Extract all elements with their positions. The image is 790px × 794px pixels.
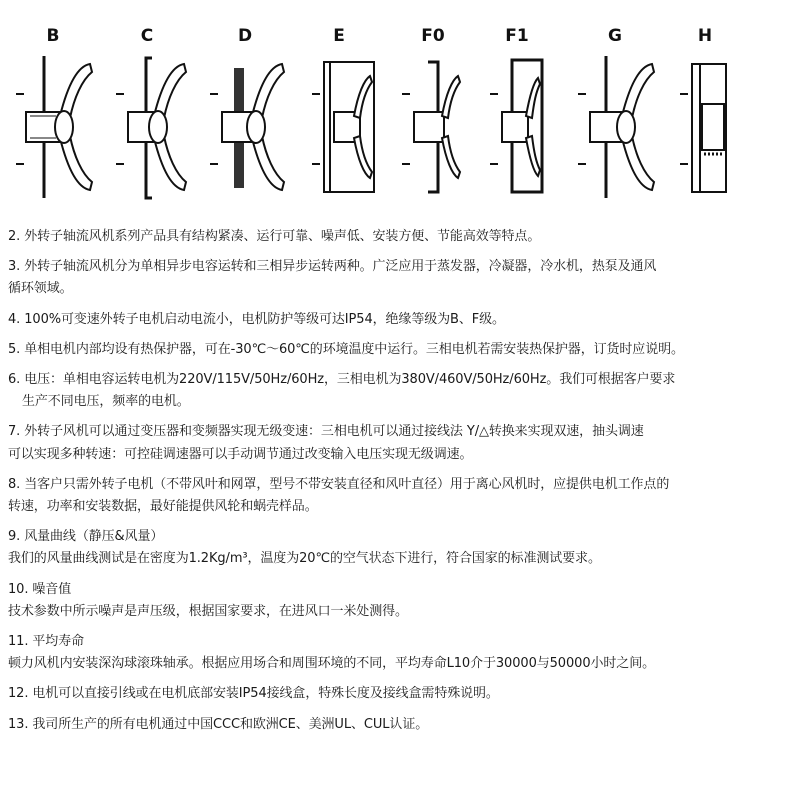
note-2: 2. 外转子轴流风机系列产品具有结构紧凑、运行可靠、噪声低、安装方便、节能高效等特点。 [8,229,541,244]
variant-e [294,18,384,203]
fan-variant-diagrams [0,0,790,210]
note-13: 13. 我司所生产的所有电机通过中国CCC和欧洲CE、美洲UL、CUL认证。 [8,716,429,732]
note-8: 8. 当客户只需外转子电机（不带风叶和网罩，型号不带安装直径和风叶直径）用于离心风机时，应提供电机工作点的 转速，功率和安装数据，最好能提供风轮和蜗壳样品。 [8,476,670,515]
fan-f1-icon [472,54,562,204]
variant-g [570,18,660,203]
note-5: 5. 单相电机内部均设有热保护器，可在-30℃～60℃的环境温度中运行。三相电机若需安装热保护器，订货时应说明。 [8,341,684,357]
fan-b-icon [8,54,98,204]
fan-g-icon [570,54,660,204]
note-11: 11. 平均寿命 顿力风机内安装深沟球滚珠轴承。根据应用场合和周围环境的不同，平均寿命L10介于30000与50000小时之间。 [8,634,655,672]
variant-label: B [46,26,60,46]
variant-label: C [140,26,154,46]
variant-d [200,18,290,203]
fan-f0-icon [388,54,478,204]
note-4: 4. 100%可变速外转子电机启动电流小，电机防护等级可达IP54，绝缘等级为B、F级。 [8,311,505,327]
note-9: 9. 风量曲线（静压&风量） 我们的风量曲线测试是在密度为1.2Kg/m³，温度为20℃的空气状态下进行，符合国家的标准测试要求。 [8,529,601,567]
variant-f0 [388,18,478,203]
note-7: 7. 外转子风机可以通过变压器和变频器实现无级变速：三相电机可以通过接线法 Y/△转换来实现双速，抽头调速 可以实现多种转速：可控硅调速器可以手动调节通过改变输入电压实现无级调速。 [8,424,644,462]
variant-label: E [333,26,345,46]
variant-label: D [237,26,253,46]
variant-c [102,18,192,203]
note-6: 6. 电压：单相电容运转电机为220V/115V/50Hz/60Hz，三相电机为380V/460V/50Hz/60Hz。我们可根据客户要求 生产不同电压，频率的电机。 [8,372,676,410]
fan-c-icon [102,54,192,204]
fan-e-icon [294,54,384,204]
fan-d-icon [200,54,290,204]
variant-label: H [697,26,713,46]
variant-h [660,18,750,203]
note-12: 12. 电机可以直接引线或在电机底部安装IP54接线盒，特殊长度及接线盒需特殊说明。 [8,686,499,702]
spec-notes [8,226,783,744]
fan-h-icon [660,54,750,204]
variant-label: F0 [421,26,445,46]
note-3: 3. 外转子轴流风机分为单相异步电容运转和三相异步运转两种。广泛应用于蒸发器，冷凝器，冷水机，热泵及通风 循环领域。 [8,259,657,297]
variant-b [8,18,98,203]
variant-label: G [608,26,622,46]
variant-label: F1 [505,26,529,46]
note-10: 10. 噪音值 技术参数中所示噪声是声压级，根据国家要求，在进风口一米处测得。 [8,581,408,619]
variant-f1 [472,18,562,203]
